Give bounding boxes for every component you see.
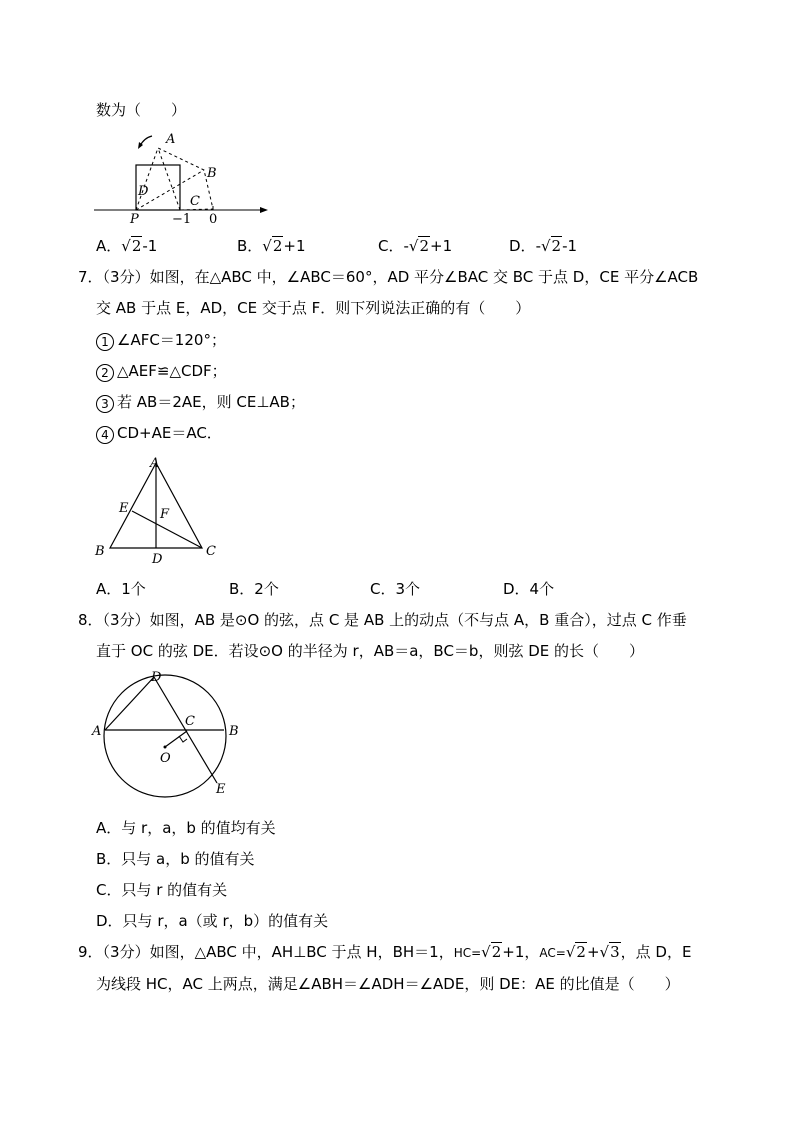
q8-stem-line2: 直于 OC 的弦 DE．若设⊙O 的半径为 r，AB＝a，BC＝b，则弦 DE 的长（ ） [96,642,645,660]
q7-option-c[interactable]: C．3个 [370,580,421,598]
q6-option-d[interactable]: D．-√2-1 [509,237,578,255]
q7-label-B: B [95,544,105,559]
q8-label-A: A [92,724,102,739]
q7-label-D: D [152,552,163,567]
q7-option-d[interactable]: D．4个 [503,580,555,598]
q6-axis-arrow [260,207,268,213]
q8-right-angle-mark [179,736,187,742]
q6-figure [92,130,272,225]
q8-label-B: B [229,724,239,739]
q6-label-D: D [138,184,149,199]
q8-stem-line1: 8．（3分）如图，AB 是⊙O 的弦，点 C 是 AB 上的动点（不与点 A，B 重合），过点 C 作垂 [78,611,687,629]
q8-option-c[interactable]: C．只与 r 的值有关 [96,881,228,899]
q7-stem-line1: 7．（3分）如图，在△ABC 中，∠ABC＝60°，AD 平分∠BAC 交 BC 于点 D，CE 平分∠ACB [78,268,699,286]
q6-label-minus1: −1 [172,212,192,227]
q8-segment-OC [165,731,187,747]
q7-option-b[interactable]: B．2个 [229,580,279,598]
q8-option-d[interactable]: D．只与 r，a（或 r，b）的值有关 [96,912,329,930]
q8-label-D: D [151,670,162,685]
q8-segment-AD [105,677,154,730]
q7-figure [92,455,232,570]
q7-statement-1: 1 ∠AFC＝120°； [96,330,226,351]
q8-option-a[interactable]: A．与 r，a，b 的值均有关 [96,819,276,837]
q8-option-b[interactable]: B．只与 a，b 的值有关 [96,850,255,868]
q6-rotated-square [158,148,213,210]
q7-label-F: F [160,507,170,522]
q8-circle [104,675,226,797]
q7-label-E: E [119,501,129,516]
q9-stem-line1: 9．（3分）如图，△ABC 中，AH⊥BC 于点 H，BH＝1，HC=√2+1，AC=√2+√3，点 D，E [78,943,692,961]
q6-label-P: P [130,212,139,227]
q8-label-C: C [185,714,195,729]
q7-statement-3: 3 若 AB＝2AE，则 CE⊥AB； [96,392,305,413]
q7-option-a[interactable]: A．1个 [96,580,146,598]
q7-stem-line2: 交 AB 于点 E，AD，CE 交于点 F．则下列说法正确的有（ ） [96,299,531,317]
q7-label-C: C [206,544,216,559]
q8-center-dot [164,746,167,749]
q6-label-zero: 0 [209,212,218,227]
q6-option-a[interactable]: A．√2-1 [96,237,158,255]
q8-label-E: E [216,782,226,797]
q7-statement-2: 2 △AEF≌△CDF； [96,361,227,382]
q7-statement-4: 4 CD+AE＝AC． [96,423,222,444]
q6-label-C: C [190,194,200,209]
q6-stem-tail: 数为（ ） [96,101,187,119]
q8-label-O: O [160,751,171,766]
q7-label-A: A [150,456,160,471]
q9-stem-line2: 为线段 HC，AC 上两点，满足∠ABH＝∠ADH＝∠ADE，则 DE：AE 的比值是（ ） [96,975,680,993]
q6-option-c[interactable]: C．-√2+1 [378,237,453,255]
q8-figure [90,667,250,802]
q6-label-A: A [166,132,176,147]
q6-option-b[interactable]: B．√2+1 [237,237,306,255]
q6-label-B: B [207,166,217,181]
